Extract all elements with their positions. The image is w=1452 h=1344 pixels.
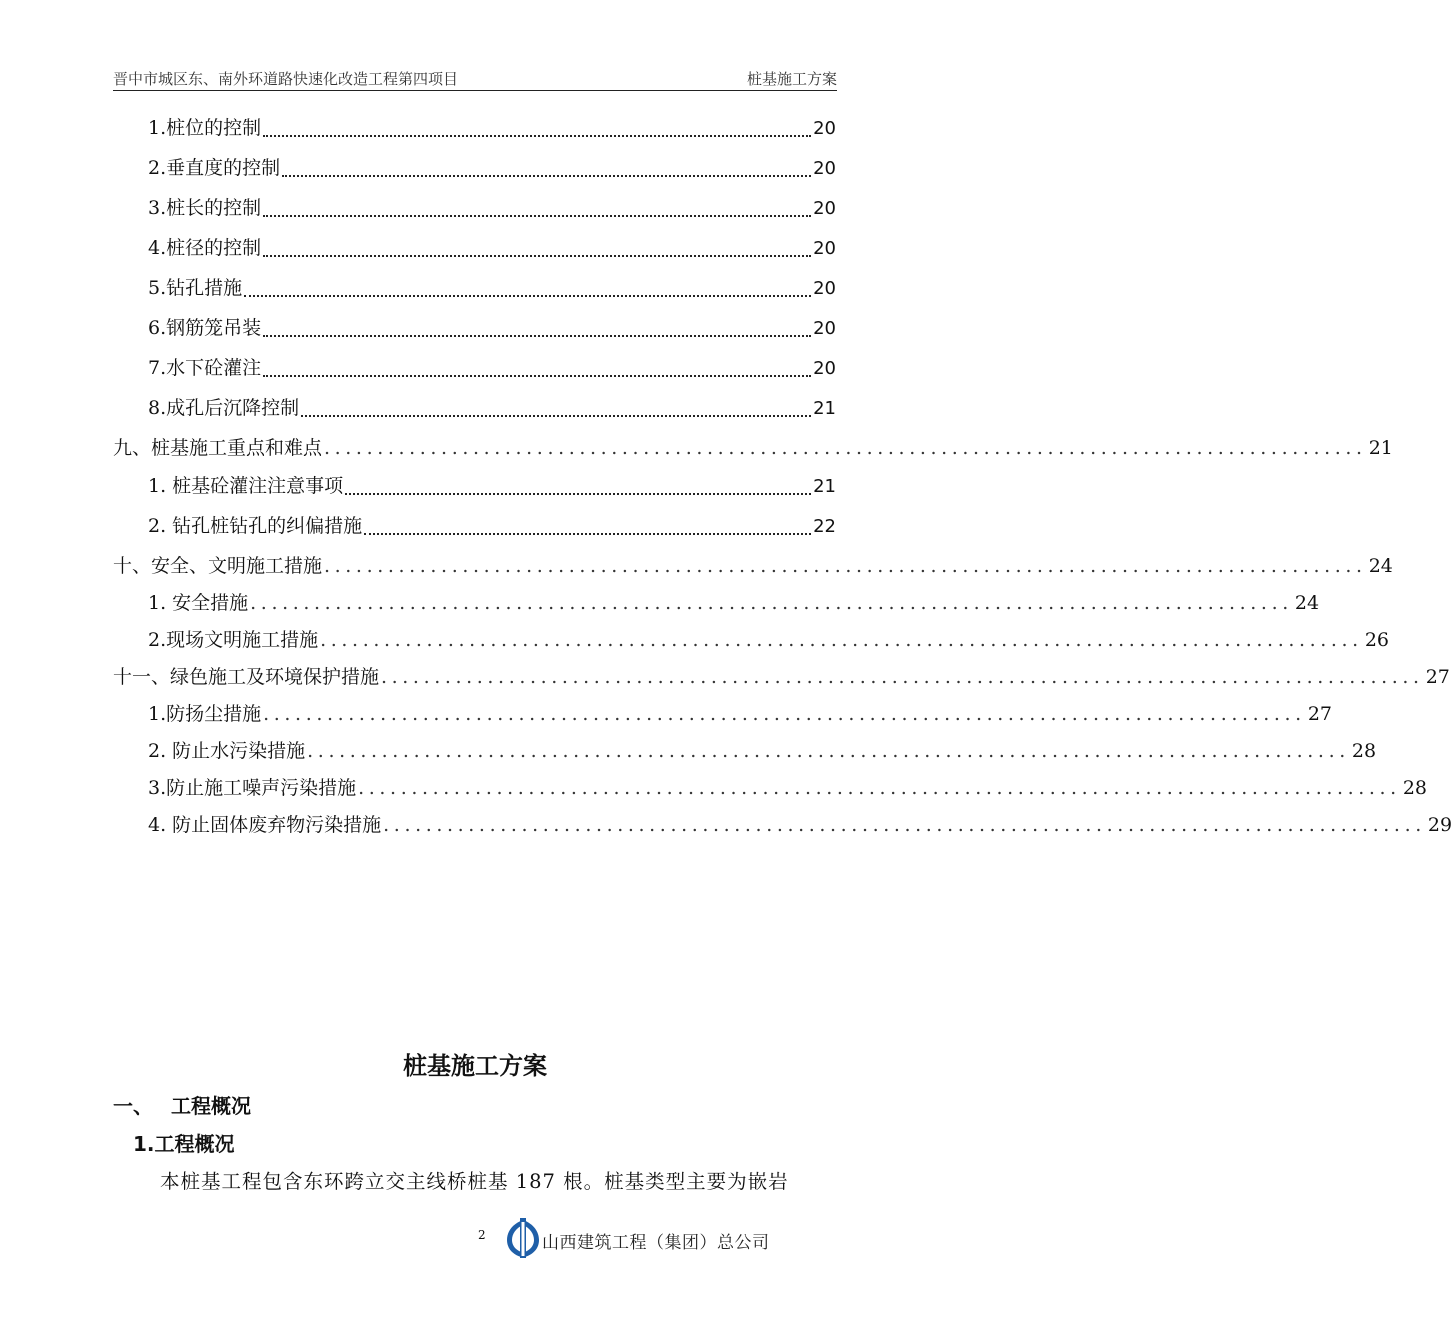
toc-entry[interactable] [148, 474, 836, 499]
toc-section-entry[interactable] [113, 665, 1450, 689]
footer-company-name: 山西建筑工程（集团）总公司 [542, 1233, 770, 1253]
toc-entry-label: 1. 安全措施 [148, 592, 249, 614]
toc-entry[interactable] [148, 813, 1452, 837]
toc-entry-page: 20 [813, 318, 836, 339]
toc-section-entry[interactable] [113, 436, 1393, 460]
toc-entry-page: 20 [813, 358, 836, 379]
toc-entry-label: 2.垂直度的控制 [148, 157, 281, 179]
toc-entry[interactable] [148, 396, 836, 421]
toc-entry[interactable] [148, 316, 836, 341]
toc-entry[interactable] [148, 702, 1333, 726]
toc-entry[interactable] [148, 591, 1320, 615]
toc-entry-page: 27 [1425, 666, 1450, 688]
toc-entry-page: 21 [1368, 437, 1393, 459]
toc-entry-page: 24 [1294, 592, 1320, 614]
toc-entry-page: 22 [813, 516, 836, 537]
toc-dot-leader: .................................................................................................. [307, 740, 1350, 762]
toc-dot-leader [282, 175, 811, 177]
toc-entry-label: 2.现场文明施工措施 [148, 629, 319, 651]
toc-entry-page: 21 [813, 476, 836, 497]
toc-dot-leader [263, 135, 811, 137]
toc-dot-leader [263, 215, 811, 217]
header-document-name: 桩基施工方案 [746, 70, 837, 88]
toc-entry-page: 20 [813, 278, 836, 299]
toc-dot-leader [263, 375, 811, 377]
toc-entry-label: 4.桩径的控制 [148, 237, 262, 259]
toc-entry-page: 20 [813, 118, 836, 139]
toc-entry-page: 24 [1368, 555, 1393, 577]
toc-dot-leader [301, 415, 811, 417]
toc-entry-page: 27 [1307, 703, 1333, 725]
section-heading [113, 1090, 251, 1119]
toc-entry[interactable] [148, 739, 1377, 763]
toc-entry-page: 21 [813, 398, 836, 419]
toc-entry-label: 十一、绿色施工及环境保护措施 [113, 666, 380, 688]
toc-entry-label: 7.水下砼灌注 [148, 357, 262, 379]
toc-entry[interactable] [148, 776, 1428, 800]
toc-dot-leader: .................................................................................................. [324, 437, 1367, 459]
toc-dot-leader: .................................................................................................. [320, 629, 1363, 651]
toc-entry-label: 1.防扬尘措施 [148, 703, 262, 725]
toc-dot-leader [364, 533, 811, 535]
toc-section-entry[interactable] [113, 554, 1393, 578]
toc-entry-label: 4. 防止固体废弃物污染措施 [148, 814, 382, 836]
toc-entry-label: 3.防止施工噪声污染措施 [148, 777, 357, 799]
toc-dot-leader [263, 335, 811, 337]
toc-entry-page: 26 [1364, 629, 1390, 651]
toc-dot-leader [345, 493, 811, 495]
toc-entry[interactable] [148, 236, 836, 261]
toc-entry-label: 2. 钻孔桩钻孔的纠偏措施 [148, 515, 363, 537]
toc-entry[interactable] [148, 196, 836, 221]
toc-entry-label: 3.桩长的控制 [148, 197, 262, 219]
toc-entry-label: 1. 桩基砼灌注注意事项 [148, 475, 344, 497]
document-title: 桩基施工方案 [403, 1052, 547, 1080]
toc-entry-label: 1.桩位的控制 [148, 117, 262, 139]
toc-entry[interactable] [148, 628, 1390, 652]
toc-entry-label: 5.钻孔措施 [148, 277, 243, 299]
toc-dot-leader: .................................................................................................. [383, 814, 1426, 836]
page-header [113, 68, 837, 91]
toc-entry-page: 20 [813, 198, 836, 219]
subsection-heading: 1.工程概况 [133, 1132, 235, 1156]
toc-entry-label: 十、安全、文明施工措施 [113, 555, 323, 577]
section-title: 工程概况 [171, 1094, 251, 1118]
body-paragraph: 本桩基工程包含东环跨立交主线桥桩基 187 根。桩基类型主要为嵌岩 [160, 1170, 789, 1193]
toc-entry[interactable] [148, 276, 836, 301]
toc-dot-leader: .................................................................................................. [324, 555, 1367, 577]
toc-entry-page: 28 [1351, 740, 1377, 762]
toc-entry[interactable] [148, 156, 836, 181]
toc-dot-leader [244, 295, 811, 297]
toc-entry-label: 6.钢筋笼吊装 [148, 317, 262, 339]
toc-entry-label: 2. 防止水污染措施 [148, 740, 306, 762]
header-project-name: 晋中市城区东、南外环道路快速化改造工程第四项目 [113, 70, 459, 88]
toc-dot-leader: .................................................................................................. [263, 703, 1306, 725]
page-number: 2 [478, 1228, 486, 1242]
toc-entry-label: 8.成孔后沉降控制 [148, 397, 300, 419]
toc-dot-leader: .................................................................................................. [381, 666, 1424, 688]
toc-entry-page: 28 [1402, 777, 1428, 799]
section-number: 一、 [113, 1094, 153, 1118]
toc-entry[interactable] [148, 116, 836, 141]
toc-dot-leader: .................................................................................................. [358, 777, 1401, 799]
toc-entry-page: 29 [1427, 814, 1452, 836]
company-logo-icon [503, 1216, 543, 1260]
toc-entry-label: 九、桩基施工重点和难点 [113, 437, 323, 459]
toc-entry[interactable] [148, 514, 836, 539]
toc-entry-page: 20 [813, 238, 836, 259]
toc-dot-leader [263, 255, 811, 257]
toc-entry[interactable] [148, 356, 836, 381]
toc-entry-page: 20 [813, 158, 836, 179]
toc-dot-leader: .................................................................................................. [250, 592, 1293, 614]
